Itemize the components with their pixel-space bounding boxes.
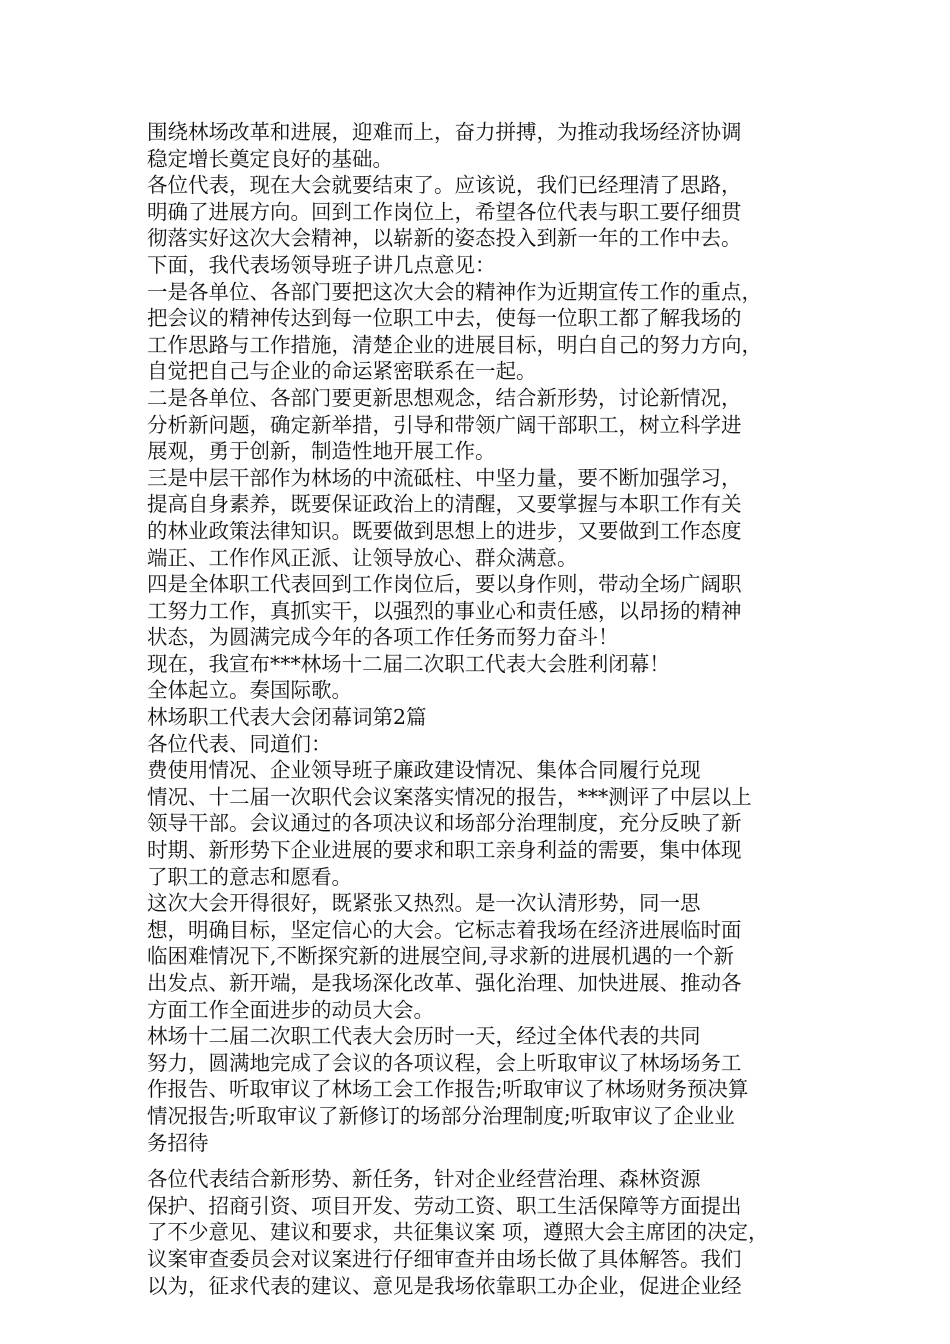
text-line: 工作思路与工作措施，清楚企业的进展目标，明白自己的努力方向， — [147, 332, 762, 357]
text-line: 了不少意见、建议和要求，共征集议案 项，遵照大会主席团的决定， — [147, 1220, 769, 1245]
text-line: 全体起立。奏国际歌。 — [147, 678, 352, 703]
text-line: 端正、工作作风正派、让领导放心、群众满意。 — [147, 545, 578, 570]
text-line: 明确了进展方向。回到工作岗位上，希望各位代表与职工要仔细贯 — [147, 199, 742, 224]
text-line: 的林业政策法律知识。既要做到思想上的进步，又要做到工作态度 — [147, 518, 742, 543]
text-line: 彻落实好这次大会精神，以崭新的姿态投入到新一年的工作中去。 — [147, 226, 742, 251]
text-line: 分析新问题，确定新举措，引导和带领广阔干部职工，树立科学进 — [147, 412, 742, 437]
text-line: 四是全体职工代表回到工作岗位后，要以身作则，带动全场广阔职 — [147, 572, 742, 597]
text-line: 各位代表结合新形势、新任务，针对企业经营治理、森林资源 — [147, 1167, 701, 1192]
text-line: 围绕林场改革和进展，迎难而上，奋力拼搏，为推动我场经济协调 — [147, 120, 742, 144]
text-line: 领导干部。会议通过的各项决议和场部分治理制度，充分反映了新 — [147, 811, 742, 836]
text-line: 这次大会开得很好，既紧张又热烈。是一次认清形势，同一思 — [147, 891, 701, 916]
text-line: 以为，征求代表的建议、意见是我场依靠职工办企业，促进企业经 — [147, 1273, 742, 1298]
text-line: 费使用情况、企业领导班子廉政建设情况、集体合同履行兑现 — [147, 758, 701, 783]
section-title: 林场职工代表大会闭幕词第2篇 — [147, 705, 427, 730]
text-line: 稳定增长奠定良好的基础。 — [147, 146, 393, 171]
text-line: 现在，我宣布***林场十二届二次职工代表大会胜利闭幕！ — [147, 651, 670, 676]
text-line: 方面工作全面进步的动员大会。 — [147, 997, 434, 1022]
text-line: 议案审查委员会对议案进行仔细审查并由场长做了具体解答。我们 — [147, 1246, 742, 1271]
text-line: 下面，我代表场领导班子讲几点意见： — [147, 252, 496, 277]
text-line: 务招待 — [147, 1130, 209, 1155]
text-line: 各位代表，现在大会就要结束了。应该说，我们已经理清了思路， — [147, 173, 742, 198]
text-line: 林场十二届二次职工代表大会历时一天，经过全体代表的共同 — [147, 1024, 701, 1049]
text-line: 三是中层干部作为林场的中流砥柱、中坚力量，要不断加强学习， — [147, 465, 742, 490]
text-line: 把会议的精神传达到每一位职工中去，使每一位职工都了解我场的 — [147, 306, 742, 331]
text-line: 情况、十二届一次职代会议案落实情况的报告，***测评了中层以上 — [147, 784, 752, 809]
text-line: 作报告、听取审议了林场工会工作报告;听取审议了林场财务预决算 — [147, 1077, 749, 1102]
salutation: 各位代表、同道们： — [147, 731, 332, 756]
text-line: 状态，为圆满完成今年的各项工作任务而努力奋斗！ — [147, 625, 619, 650]
text-line: 二是各单位、各部门要更新思想观念，结合新形势，讨论新情况， — [147, 385, 742, 410]
text-line: 一是各单位、各部门要把这次大会的精神作为近期宣传工作的重点， — [147, 279, 762, 304]
text-line: 情况报告;听取审议了新修订的场部分治理制度;听取审议了企业业 — [147, 1103, 735, 1128]
text-line: 提高自身素养，既要保证政治上的清醒，又要掌握与本职工作有关 — [147, 492, 742, 517]
text-line: 出发点、新开端，是我场深化改革、强化治理、加快进展、推动各 — [147, 971, 742, 995]
text-line: 努力，圆满地完成了会议的各项议程，会上听取审议了林场场务工 — [147, 1050, 742, 1075]
text-line: 了职工的意志和愿看。 — [147, 864, 352, 889]
text-line: 想，明确目标，坚定信心的大会。它标志着我场在经济进展临时面 — [147, 917, 742, 942]
text-line: 时期、新形势下企业进展的要求和职工亲身利益的需要，集中体现 — [147, 838, 742, 863]
text-line: 展观，勇于创新，制造性地开展工作。 — [147, 439, 496, 464]
text-line: 保护、招商引资、项目开发、劳动工资、职工生活保障等方面提出 — [147, 1193, 742, 1218]
text-line: 临困难情况下,不断探究新的进展空间,寻求新的进展机遇的一个新 — [147, 944, 735, 969]
text-line: 自觉把自己与企业的命运紧密联系在一起。 — [147, 359, 537, 384]
paragraph-gap — [147, 1156, 819, 1166]
text-line: 工努力工作，真抓实干，以强烈的事业心和责任感，以昂扬的精神 — [147, 598, 742, 623]
document-body — [147, 119, 819, 1299]
